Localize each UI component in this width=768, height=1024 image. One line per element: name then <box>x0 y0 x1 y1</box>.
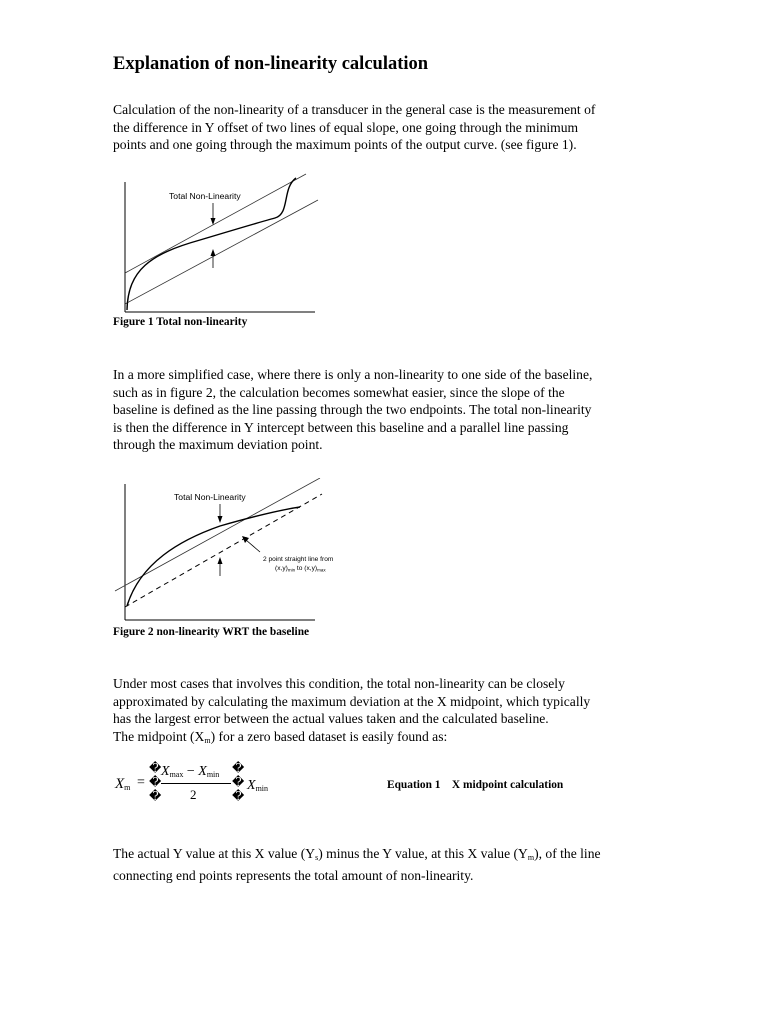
arrow-up-icon <box>218 557 223 564</box>
figure-2-graph <box>110 478 350 626</box>
annotation-arrow-line <box>246 540 260 552</box>
dashed-baseline <box>125 494 322 607</box>
text-line: In a more simplified case, where there is only a non-linearity to one side of the baseline, <box>113 367 593 382</box>
figure-2-label: Total Non-Linearity <box>174 492 246 502</box>
text-line: approximated by calculating the maximum deviation at the X midpoint, which typically <box>113 693 591 709</box>
arrow-up-icon <box>211 249 216 256</box>
right-bracket-glyph-bottom: � <box>232 789 245 803</box>
left-bracket-glyph-bottom: � <box>149 789 162 803</box>
equation-denominator: 2 <box>190 787 197 802</box>
equation-numerator: $X_{max} - X_{min}$ <box>161 764 220 779</box>
paragraph-midpoint <box>113 675 673 749</box>
annotation-line-2: $(x,y)_{min}$ to $(x,y)_{max}$ <box>275 565 326 573</box>
lower-parallel-line <box>125 200 318 304</box>
left-bracket-glyph-middle: � <box>149 775 162 789</box>
equation-tail: $X_{min}$ <box>247 778 269 793</box>
left-bracket-glyph-top: � <box>149 761 162 775</box>
text-line: The midpoint $(X_m)$ for a zero based dataset is easily found as: <box>113 728 448 745</box>
arrow-down-icon <box>218 516 223 523</box>
text-line: the difference in Y offset of two lines of equal slope, one going through the minimum <box>113 119 579 135</box>
text-line: Under most cases that involves this condition, the total non-linearity can be closely <box>113 676 565 691</box>
equation-lhs: $X_m$ <box>115 776 131 792</box>
annotation-line-1: 2 point straight line from <box>263 556 334 563</box>
equation-x-midpoint <box>113 762 293 806</box>
text-line: is then the difference in Y intercept between this baseline and a parallel line passing <box>113 419 569 435</box>
figure-1-caption: Figure 1 Total non-linearity <box>113 316 248 328</box>
text-line: connecting end points represents the total amount of non-linearity. <box>113 867 474 883</box>
text-line: has the largest error between the actual values taken and the calculated baseline. <box>113 711 549 727</box>
paragraph-simplified-case <box>113 366 673 454</box>
upper-parallel-line <box>125 174 306 273</box>
right-bracket-glyph-top: � <box>232 761 245 775</box>
text-line: such as in figure 2, the calculation becomes somewhat easier, since the slope of the <box>113 384 565 400</box>
text-line: points and one going through the maximum points of the output curve. (see figure 1). <box>113 137 577 153</box>
text-line: The actual Y value at this X value $(Y_s)$ minus the Y value, at this X value $(Y_m)$, of the line <box>113 846 601 862</box>
figure-2-caption: Figure 2 non-linearity WRT the baseline <box>113 626 310 638</box>
text-line: Calculation of the non-linearity of a transducer in the general case is the measurement of <box>113 102 596 117</box>
figure-1-graph <box>110 170 330 318</box>
text-line: through the maximum deviation point. <box>113 437 323 453</box>
equation-1-caption: Equation 1 X midpoint calculation <box>387 779 564 791</box>
equals-sign: = <box>137 775 145 790</box>
figure-1-label: Total Non-Linearity <box>169 191 241 201</box>
page-title: Explanation of non-linearity calculation <box>113 54 429 74</box>
paragraph-intro <box>113 101 673 154</box>
right-bracket-glyph-middle: � <box>232 775 245 789</box>
paragraph-conclusion <box>113 845 673 884</box>
fraction-bar <box>161 783 231 784</box>
text-line: baseline is defined as the line passing through the two endpoints. The total non-linearity <box>113 402 592 418</box>
